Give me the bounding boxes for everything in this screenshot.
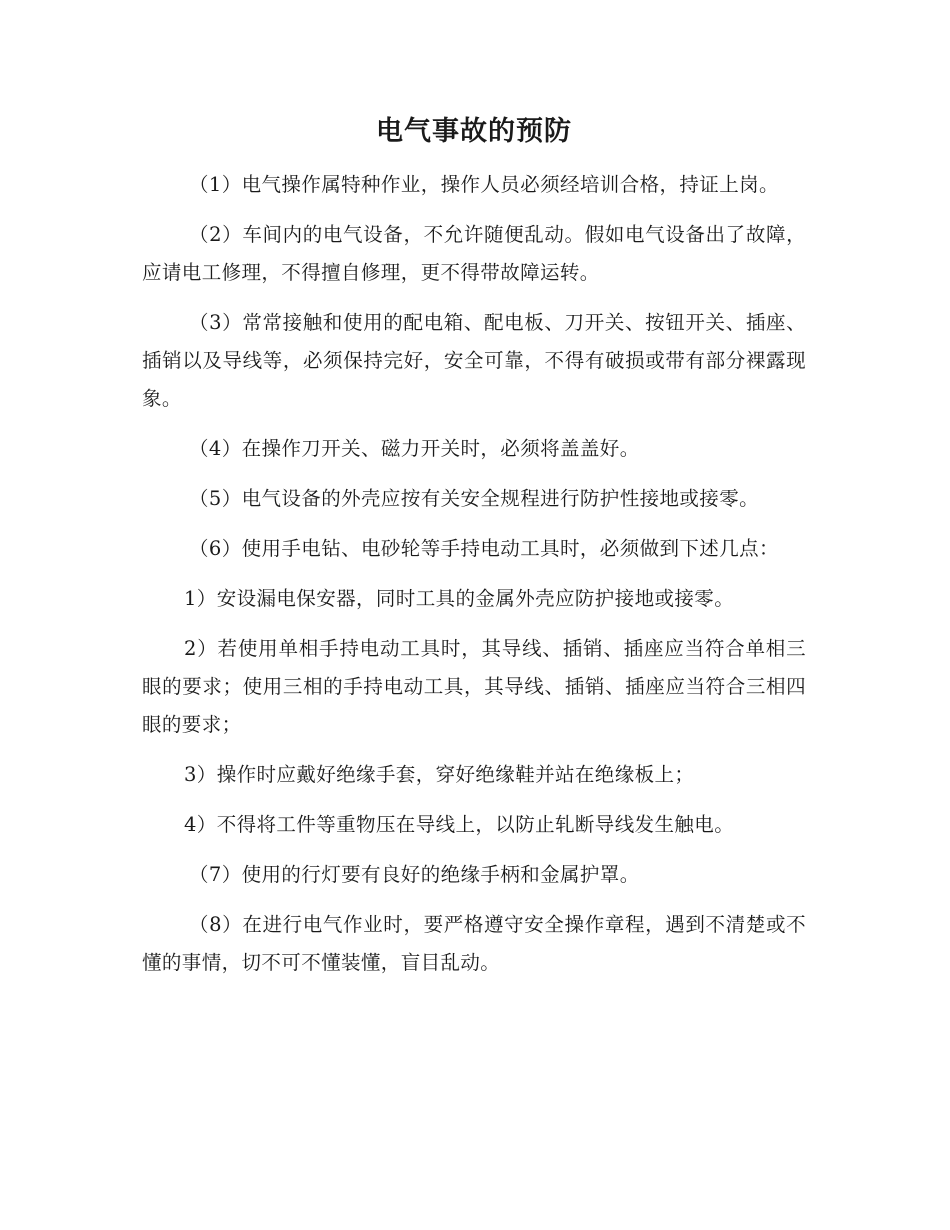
paragraph-1: （1）电气操作属特种作业，操作人员必须经培训合格，持证上岗。: [189, 173, 779, 196]
sub-item-2: 2）若使用单相手持电动工具时，其导线、插销、插座应当符合单相三眼的要求；使用三相的手持电动工具，其导线、插销、插座应当符合三相四眼的要求；: [142, 637, 806, 736]
document-page: [142, 112, 806, 994]
paragraph-5: （5）电气设备的外壳应按有关安全规程进行防护性接地或接零。: [189, 487, 760, 510]
paragraph-7: （7）使用的行灯要有良好的绝缘手柄和金属护罩。: [189, 863, 640, 886]
paragraph-4: （4）在操作刀开关、磁力开关时，必须将盖盖好。: [189, 437, 640, 460]
paragraph-6: （6）使用手电钻、电砂轮等手持电动工具时，必须做到下述几点：: [189, 537, 779, 560]
sub-item-4: 4）不得将工件等重物压在导线上，以防止轧断导线发生触电。: [184, 813, 735, 836]
document-title: 电气事故的预防: [376, 116, 572, 147]
sub-item-3: 3）操作时应戴好绝缘手套，穿好绝缘鞋并站在绝缘板上；: [184, 763, 695, 786]
paragraph-8: （8）在进行电气作业时，要严格遵守安全操作章程，遇到不清楚或不懂的事情，切不可不懂装懂，盲目乱动。: [142, 913, 806, 974]
paragraph-3: （3）常常接触和使用的配电箱、配电板、刀开关、按钮开关、插座、插销以及导线等，必须保持完好，安全可靠，不得有破损或带有部分裸露现象。: [142, 311, 806, 410]
paragraph-2: （2）车间内的电气设备，不允许随便乱动。假如电气设备出了故障，应请电工修理，不得擅自修理，更不得带故障运转。: [142, 223, 806, 284]
sub-item-1: 1）安设漏电保安器，同时工具的金属外壳应防护接地或接零。: [184, 587, 735, 610]
